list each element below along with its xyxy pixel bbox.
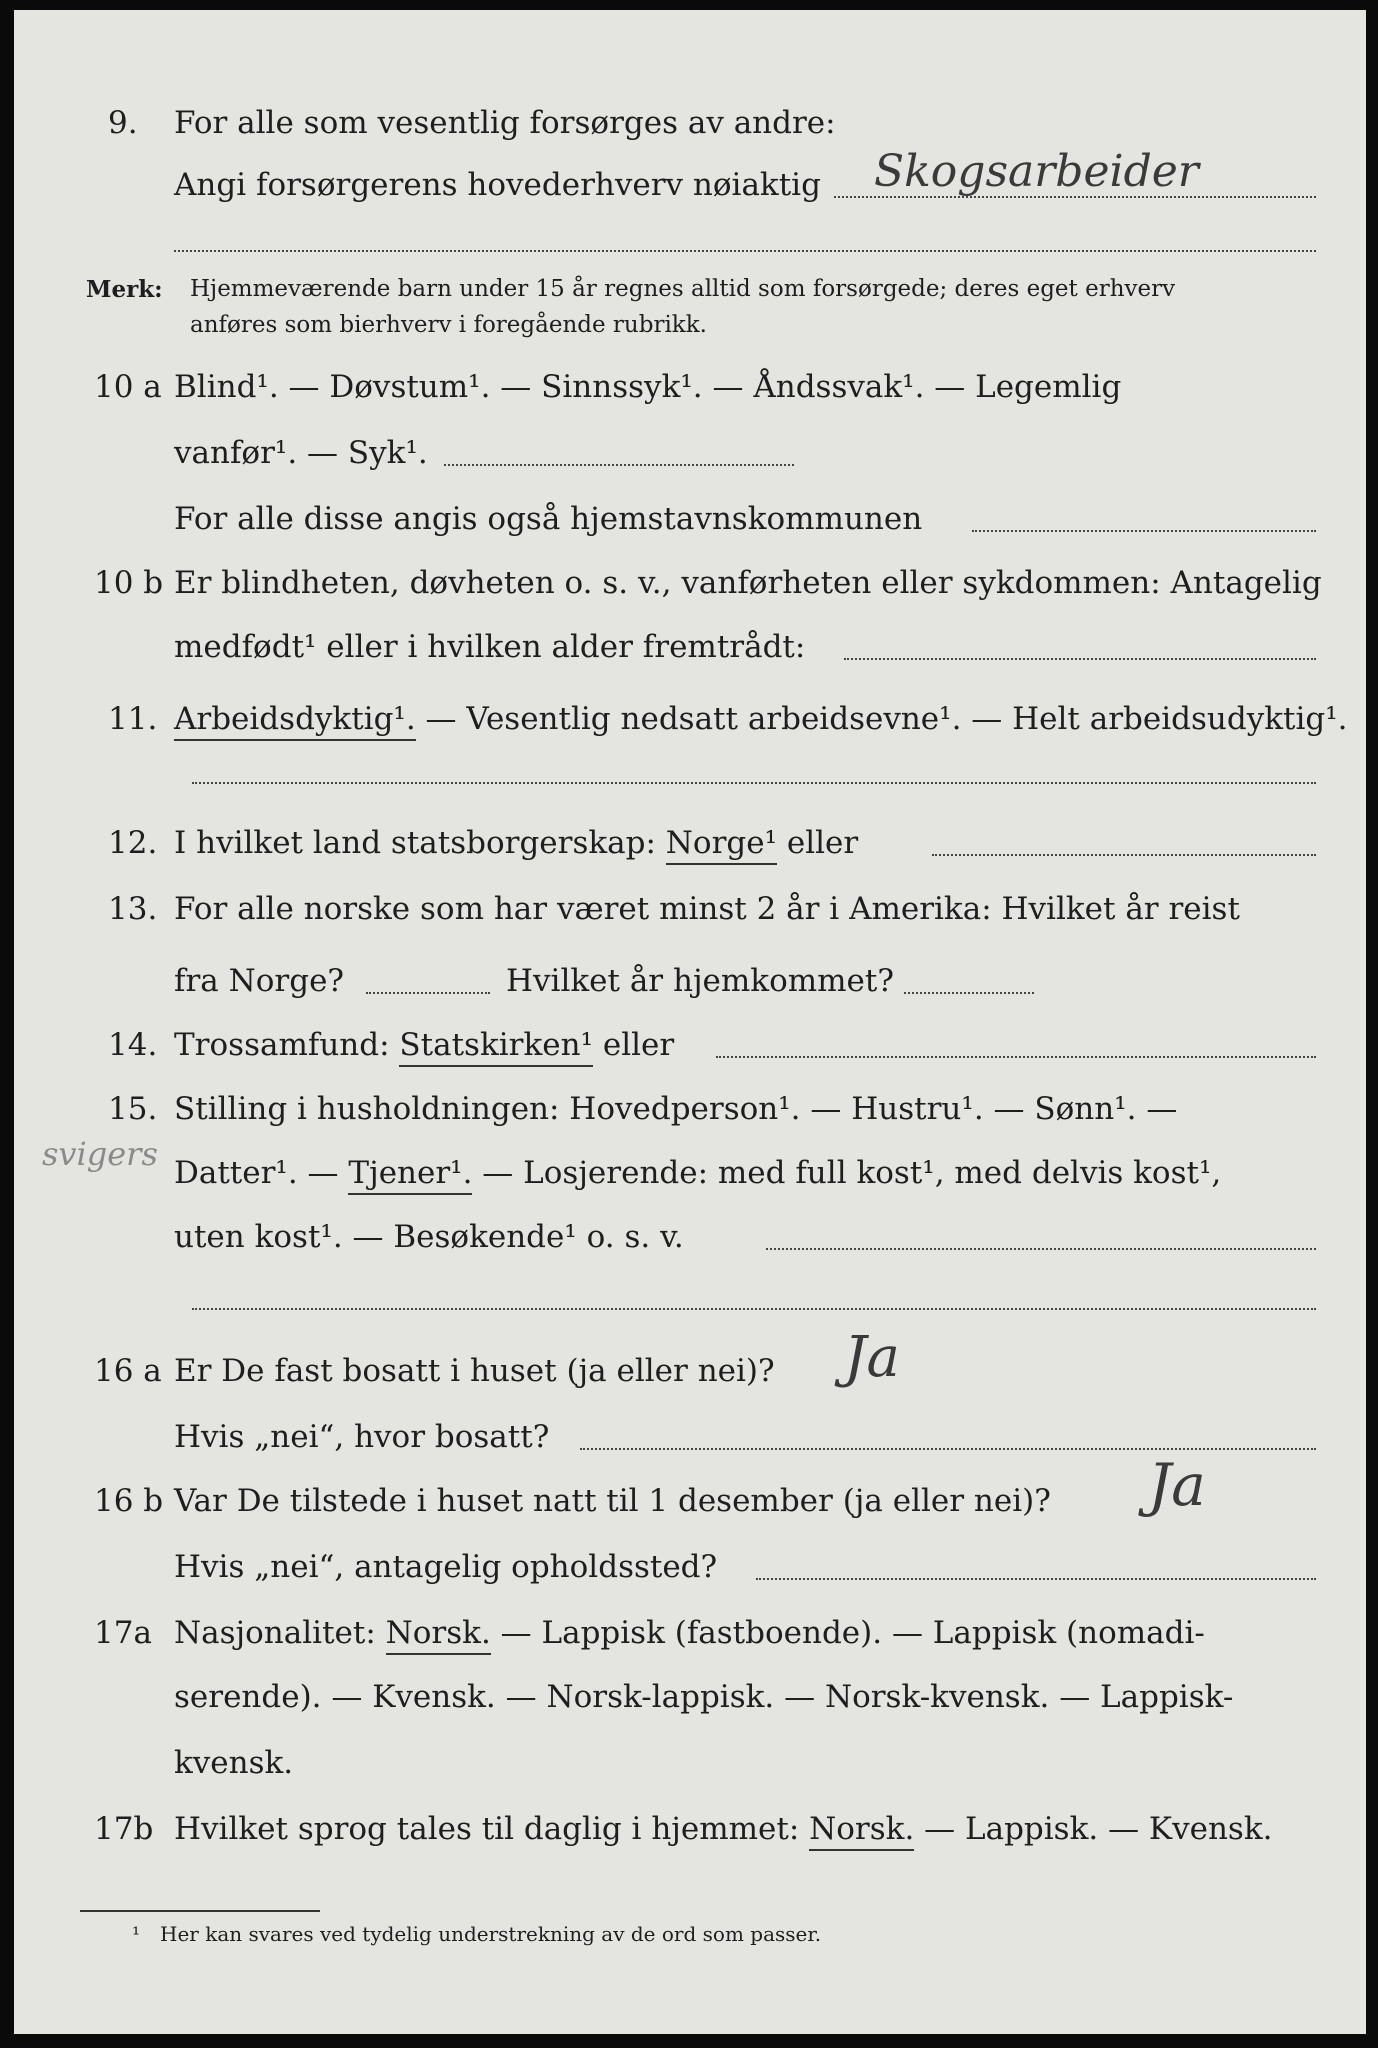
q9-number: 9.	[108, 105, 138, 141]
q10a-hjemstavn-line	[972, 530, 1316, 532]
q17a-text-2: serende). — Kvensk. — Norsk-lappisk. — Norsk-kvensk. — Lappisk-	[174, 1679, 1234, 1715]
q14-answer-line	[716, 1056, 1316, 1058]
q13-hjemkommet-line	[904, 992, 1034, 994]
merk-label: Merk:	[86, 276, 163, 303]
q15-text-2	[174, 1155, 1222, 1191]
q12-answer-line	[932, 854, 1316, 856]
q10a-syk-line	[444, 464, 794, 466]
q14-text	[174, 1027, 675, 1063]
q16a-answer-line	[580, 1448, 1316, 1450]
q10b-text-2: medfødt¹ eller i hvilken alder fremtrådt:	[174, 629, 806, 665]
merk-text-2: anføres som bierhverv i foregående rubrikk.	[190, 312, 707, 338]
q16b-text-1: Var De tilstede i huset natt til 1 desember (ja eller nei)?	[174, 1483, 1051, 1519]
q17a-text-1	[174, 1615, 1205, 1651]
q10a-text-1: Blind¹. — Døvstum¹. — Sinnssyk¹. — Åndssvak¹. — Legemlig	[174, 369, 1122, 405]
q9-second-line	[174, 250, 1316, 252]
q15-margin-note: svigers	[42, 1135, 158, 1173]
q10a-text-2: vanfør¹. — Syk¹.	[174, 435, 428, 471]
q16a-number: 16 a	[94, 1353, 162, 1389]
q17b-number: 17b	[94, 1811, 154, 1847]
q15-text-2b: — Losjerende: med full kost¹, med delvis kost¹,	[472, 1155, 1222, 1191]
q16b-answer: Ja	[1148, 1451, 1206, 1519]
q16b-number: 16 b	[94, 1483, 164, 1519]
q10b-answer-line	[844, 658, 1316, 660]
census-form-page	[14, 10, 1366, 2034]
q16a-text-1: Er De fast bosatt i huset (ja eller nei)?	[174, 1353, 775, 1389]
footnote-text: Her kan svares ved tydelig understrekning av de ord som passer.	[160, 1922, 822, 1946]
q13-text-2b: Hvilket år hjemkommet?	[506, 963, 894, 999]
q17a-number: 17a	[94, 1615, 152, 1651]
q17a-text-1a: Nasjonalitet:	[174, 1615, 386, 1651]
q15-text-3: uten kost¹. — Besøkende¹ o. s. v.	[174, 1219, 684, 1255]
q14-selected-option: Statskirken¹	[399, 1027, 593, 1067]
q17a-text-1b: — Lappisk (fastboende). — Lappisk (nomadi-	[490, 1615, 1205, 1651]
q10a-text-3: For alle disse angis også hjemstavnskommunen	[174, 501, 923, 537]
q10b-number: 10 b	[94, 565, 164, 601]
q10b-text-1: Er blindheten, døvheten o. s. v., vanførheten eller sykdommen: Antagelig	[174, 565, 1322, 601]
q15-selected-option: Tjener¹.	[348, 1155, 472, 1195]
q11-answer-line	[192, 782, 1316, 784]
q17a-text-3: kvensk.	[174, 1745, 294, 1781]
q11-rest: — Vesentlig nedsatt arbeidsevne¹. — Helt arbeidsudyktig¹.	[415, 701, 1348, 737]
q15-text-1: Stilling i husholdningen: Hovedperson¹. — Hustru¹. — Sønn¹. —	[174, 1091, 1178, 1127]
q11-text	[174, 701, 1348, 737]
q13-reist-line	[366, 992, 490, 994]
q12-suffix: eller	[777, 825, 859, 861]
footnote-mark: ¹	[132, 1922, 141, 1946]
q9-text-1: For alle som vesentlig forsørges av andre:	[174, 105, 836, 141]
q9-text-2: Angi forsørgerens hovederhverv nøiaktig	[174, 167, 821, 203]
q12-number: 12.	[108, 825, 158, 861]
q12-text	[174, 825, 859, 861]
q15-answer-line	[766, 1248, 1316, 1250]
q17b-suffix: — Lappisk. — Kvensk.	[914, 1811, 1273, 1847]
q13-text-2a: fra Norge?	[174, 963, 345, 999]
q11-number: 11.	[108, 701, 158, 737]
q14-prefix: Trossamfund:	[174, 1027, 400, 1063]
q12-selected-option: Norge¹	[666, 825, 777, 865]
q16b-answer-line	[756, 1578, 1316, 1580]
merk-text-1: Hjemmeværende barn under 15 år regnes alltid som forsørgede; deres eget erhverv	[190, 276, 1176, 302]
q17a-selected-option: Norsk.	[386, 1615, 491, 1655]
q17b-prefix: Hvilket sprog tales til daglig i hjemmet:	[174, 1811, 810, 1847]
q16b-text-2: Hvis „nei“, antagelig opholdssted?	[174, 1549, 718, 1585]
q12-prefix: I hvilket land statsborgerskap:	[174, 825, 666, 861]
q10a-number: 10 a	[94, 369, 162, 405]
q17b-text	[174, 1811, 1273, 1847]
q14-number: 14.	[108, 1027, 158, 1063]
q16a-answer: Ja	[844, 1325, 900, 1390]
q15-number: 15.	[108, 1091, 158, 1127]
footnote-separator	[80, 1910, 320, 1912]
q11-selected-option: Arbeidsdyktig¹.	[174, 701, 416, 741]
q15-second-line	[192, 1308, 1316, 1310]
q16a-text-2: Hvis „nei“, hvor bosatt?	[174, 1419, 550, 1455]
q17b-selected-option: Norsk.	[809, 1811, 914, 1851]
q13-text-1: For alle norske som har været minst 2 år i Amerika: Hvilket år reist	[174, 891, 1240, 927]
q13-number: 13.	[108, 891, 158, 927]
q9-answer: Skogsarbeider	[874, 146, 1199, 197]
q14-suffix: eller	[593, 1027, 675, 1063]
q15-text-2a: Datter¹. —	[174, 1155, 349, 1191]
